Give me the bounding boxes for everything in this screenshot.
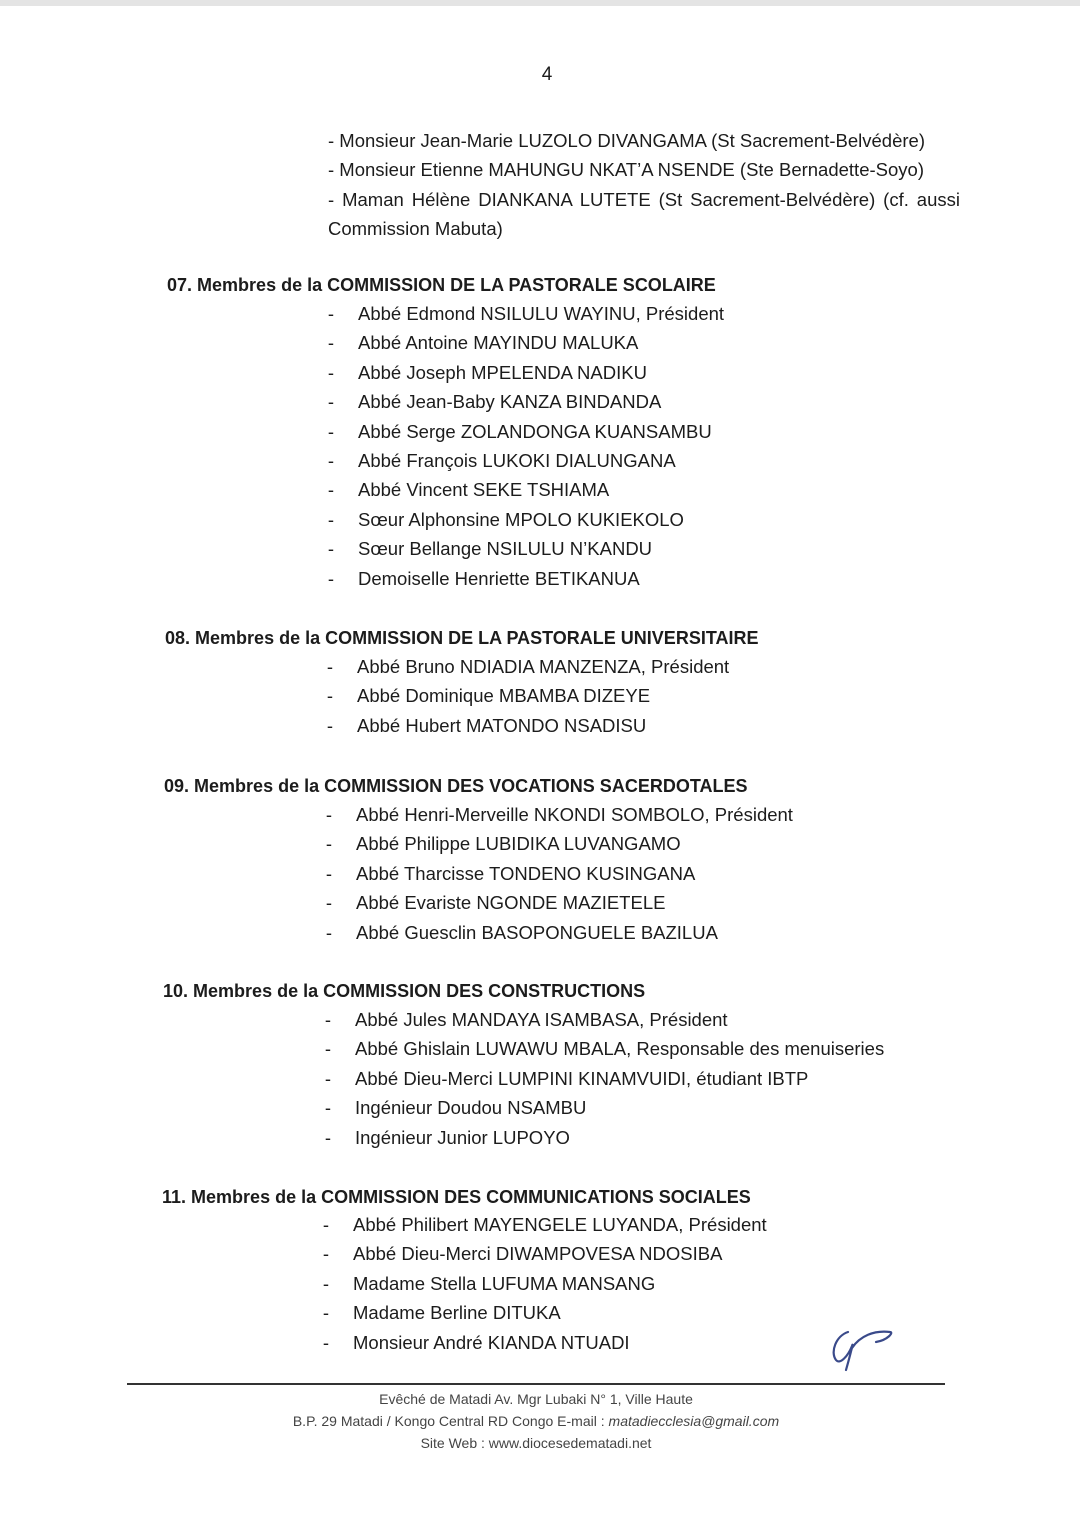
- footer-email[interactable]: matadiecclesia@gmail.com: [608, 1413, 780, 1429]
- footer-divider: [127, 1383, 945, 1385]
- list-item: - Abbé Dieu-Merci LUMPINI KINAMVUIDI, étudiant IBTP: [324, 1067, 809, 1089]
- section-heading: [163, 979, 645, 1003]
- list-item: - Abbé François LUKOKI DIALUNGANA: [327, 449, 676, 471]
- section-prefix: Membres de la: [193, 981, 319, 1001]
- footer: [127, 1388, 945, 1454]
- commission-section: [162, 1185, 767, 1357]
- commission-section: [163, 979, 885, 1152]
- section-title: COMMISSION DES CONSTRUCTIONS: [323, 981, 646, 1001]
- section-number: 10.: [163, 981, 189, 1001]
- member-list: [325, 299, 725, 593]
- section-heading: [167, 273, 716, 297]
- commission-section: [167, 273, 725, 593]
- intro-line: - Maman Hélène DIANKANA LUTETE (St Sacrement-Belvédère) (cf. aussi Commission Mabuta): [328, 188, 960, 239]
- top-border: [0, 0, 1080, 6]
- member-list: [320, 1210, 767, 1357]
- list-item: - Sœur Bellange NSILULU N’KANDU: [327, 538, 653, 560]
- list-item: - Abbé Dominique MBAMBA DIZEYE: [326, 685, 651, 707]
- list-item: - Ingénieur Doudou NSAMBU: [324, 1097, 587, 1119]
- commission-section: [164, 774, 793, 947]
- member-list: [323, 800, 793, 947]
- list-item: - Abbé Hubert MATONDO NSADISU: [326, 714, 647, 736]
- list-item: - Demoiselle Henriette BETIKANUA: [327, 567, 640, 589]
- list-item: - Abbé Philibert MAYENGELE LUYANDA, Président: [322, 1214, 767, 1235]
- member-list: [322, 1005, 885, 1152]
- section-prefix: Membres de la: [195, 628, 321, 648]
- list-item: - Abbé Henri-Merveille NKONDI SOMBOLO, Président: [325, 804, 793, 825]
- list-item: - Abbé Antoine MAYINDU MALUKA: [327, 332, 639, 354]
- section-title: COMMISSION DE LA PASTORALE SCOLAIRE: [327, 275, 716, 295]
- list-item: - Abbé Jules MANDAYA ISAMBASA, Président: [324, 1009, 728, 1030]
- section-number: 08.: [165, 628, 191, 648]
- section-title: COMMISSION DES COMMUNICATIONS SOCIALES: [321, 1187, 751, 1207]
- footer-address: Evêché de Matadi Av. Mgr Lubaki N° 1, Ville Haute: [379, 1391, 693, 1407]
- list-item: - Abbé Ghislain LUWAWU MBALA, Responsable des menuiseries: [324, 1038, 885, 1060]
- list-item: - Abbé Guesclin BASOPONGUELE BAZILUA: [325, 921, 718, 943]
- list-item: - Abbé Dieu-Merci DIWAMPOVESA NDOSIBA: [322, 1243, 723, 1265]
- footer-website[interactable]: Site Web : www.diocesedematadi.net: [420, 1435, 652, 1451]
- list-item: - Monsieur André KIANDA NTUADI: [322, 1331, 630, 1353]
- section-title: COMMISSION DE LA PASTORALE UNIVERSITAIRE: [325, 628, 759, 648]
- footer-contact: [127, 1410, 945, 1432]
- list-item: - Abbé Edmond NSILULU WAYINU, Président: [327, 303, 725, 324]
- list-item: - Abbé Vincent SEKE TSHIAMA: [327, 479, 610, 501]
- list-item: - Abbé Serge ZOLANDONGA KUANSAMBU: [327, 420, 712, 442]
- section-number: 07.: [167, 275, 193, 295]
- list-item: - Abbé Tharcisse TONDENO KUSINGANA: [325, 862, 696, 884]
- section-heading: [165, 626, 759, 650]
- list-item: - Madame Stella LUFUMA MANSANG: [322, 1272, 656, 1294]
- list-item: - Madame Berline DITUKA: [322, 1302, 561, 1324]
- section-prefix: Membres de la: [194, 776, 320, 796]
- section-number: 09.: [164, 776, 190, 796]
- footer-postal: B.P. 29 Matadi / Kongo Central RD Congo E-mail :: [292, 1413, 605, 1429]
- intro-line: - Monsieur Jean-Marie LUZOLO DIVANGAMA (St Sacrement-Belvédère): [328, 130, 925, 151]
- handwritten-initials-signature: [826, 1326, 900, 1378]
- section-prefix: Membres de la: [191, 1187, 317, 1207]
- list-item: - Sœur Alphonsine MPOLO KUKIEKOLO: [327, 508, 684, 530]
- section-heading: [162, 1185, 751, 1209]
- section-number: 11.: [162, 1187, 187, 1207]
- section-prefix: Membres de la: [197, 275, 323, 295]
- member-list: [324, 652, 759, 740]
- list-item: - Abbé Jean-Baby KANZA BINDANDA: [327, 391, 662, 413]
- commission-section: [165, 626, 759, 740]
- intro-member-list: [328, 126, 960, 243]
- section-title: COMMISSION DES VOCATIONS SACERDOTALES: [324, 776, 748, 796]
- page-number: 4: [541, 64, 553, 85]
- list-item: - Ingénieur Junior LUPOYO: [324, 1126, 570, 1148]
- list-item: - Abbé Evariste NGONDE MAZIETELE: [325, 892, 666, 914]
- intro-line: - Monsieur Etienne MAHUNGU NKAT’A NSENDE (Ste Bernadette-Soyo): [328, 159, 924, 181]
- list-item: - Abbé Bruno NDIADIA MANZENZA, Président: [326, 656, 730, 677]
- list-item: - Abbé Joseph MPELENDA NADIKU: [327, 361, 647, 383]
- section-heading: [164, 774, 748, 798]
- list-item: - Abbé Philippe LUBIDIKA LUVANGAMO: [325, 833, 681, 855]
